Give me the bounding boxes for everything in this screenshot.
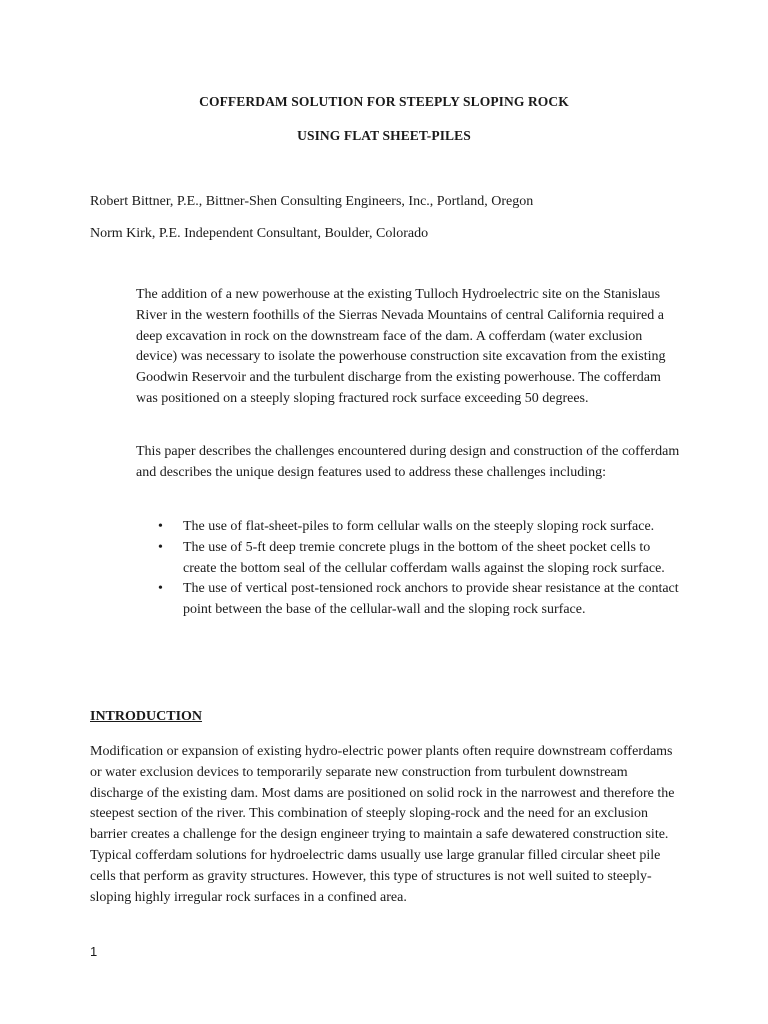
bullet-marker: •	[158, 539, 163, 555]
feature-bullet-list	[136, 517, 686, 621]
bullet-marker: •	[158, 519, 163, 534]
author-2: Norm Kirk, P.E. Independent Consultant, Boulder, Colorado	[90, 226, 429, 241]
introduction-paragraph: Modification or expansion of existing hydro-electric power plants often require downstream cofferdams or water exclusion devices to temporarily separate new construction from turbulent downstream discharge of the existing dam. Most dams are positioned on solid rock in the narrowest and therefore the steepest section of the river. This combination of steeply sloping-rock and the need for an exclusion barrier creates a challenge for the design engineer trying to maintain a safe dewatered construction site. Typical cofferdam solutions for hydroelectric dams usually use large granular filled circular sheet pile cells that perform as gravity structures. However, this type of structures is not well suited to steeply-sloping highly irregular rock surfaces in a confined area.	[90, 744, 675, 905]
abstract-paragraph-1: The addition of a new powerhouse at the existing Tulloch Hydroelectric site on the Stanislaus River in the western foothills of the Sierras Nevada Mountains of central California required a deep excavation in rock on the downstream face of the dam. A cofferdam (water exclusion device) was necessary to isolate the powerhouse construction site excavation from the existing Goodwin Reservoir and the turbulent discharge from the existing powerhouse. The cofferdam was positioned on a steeply sloping fractured rock surface exceeding 50 degrees.	[136, 287, 666, 406]
bullet-text: The use of flat-sheet-piles to form cellular walls on the steeply sloping rock surface.	[183, 519, 655, 534]
bullet-text: The use of vertical post-tensioned rock anchors to provide shear resistance at the contact point between the base of the cellular-wall and the sloping rock surface.	[183, 581, 679, 618]
abstract-paragraph-2: This paper describes the challenges encountered during design and construction of the cofferdam and describes the unique design features used to address these challenges including:	[136, 444, 680, 480]
paper-title-line-2: USING FLAT SHEET-PILES	[297, 128, 471, 143]
bullet-item	[136, 517, 686, 538]
page-number: 1	[90, 944, 98, 959]
paper-title-line-1: COFFERDAM SOLUTION FOR STEEPLY SLOPING ROCK	[199, 94, 569, 109]
bullet-item	[136, 579, 686, 621]
author-1: Robert Bittner, P.E., Bittner-Shen Consulting Engineers, Inc., Portland, Oregon	[90, 194, 534, 209]
introduction-heading: INTRODUCTION	[90, 709, 203, 724]
bullet-text: The use of 5-ft deep tremie concrete plugs in the bottom of the sheet pocket cells to create the bottom seal of the cellular cofferdam walls against the sloping rock surface.	[183, 539, 665, 576]
bullet-item	[136, 538, 686, 580]
bullet-marker: •	[158, 581, 163, 597]
